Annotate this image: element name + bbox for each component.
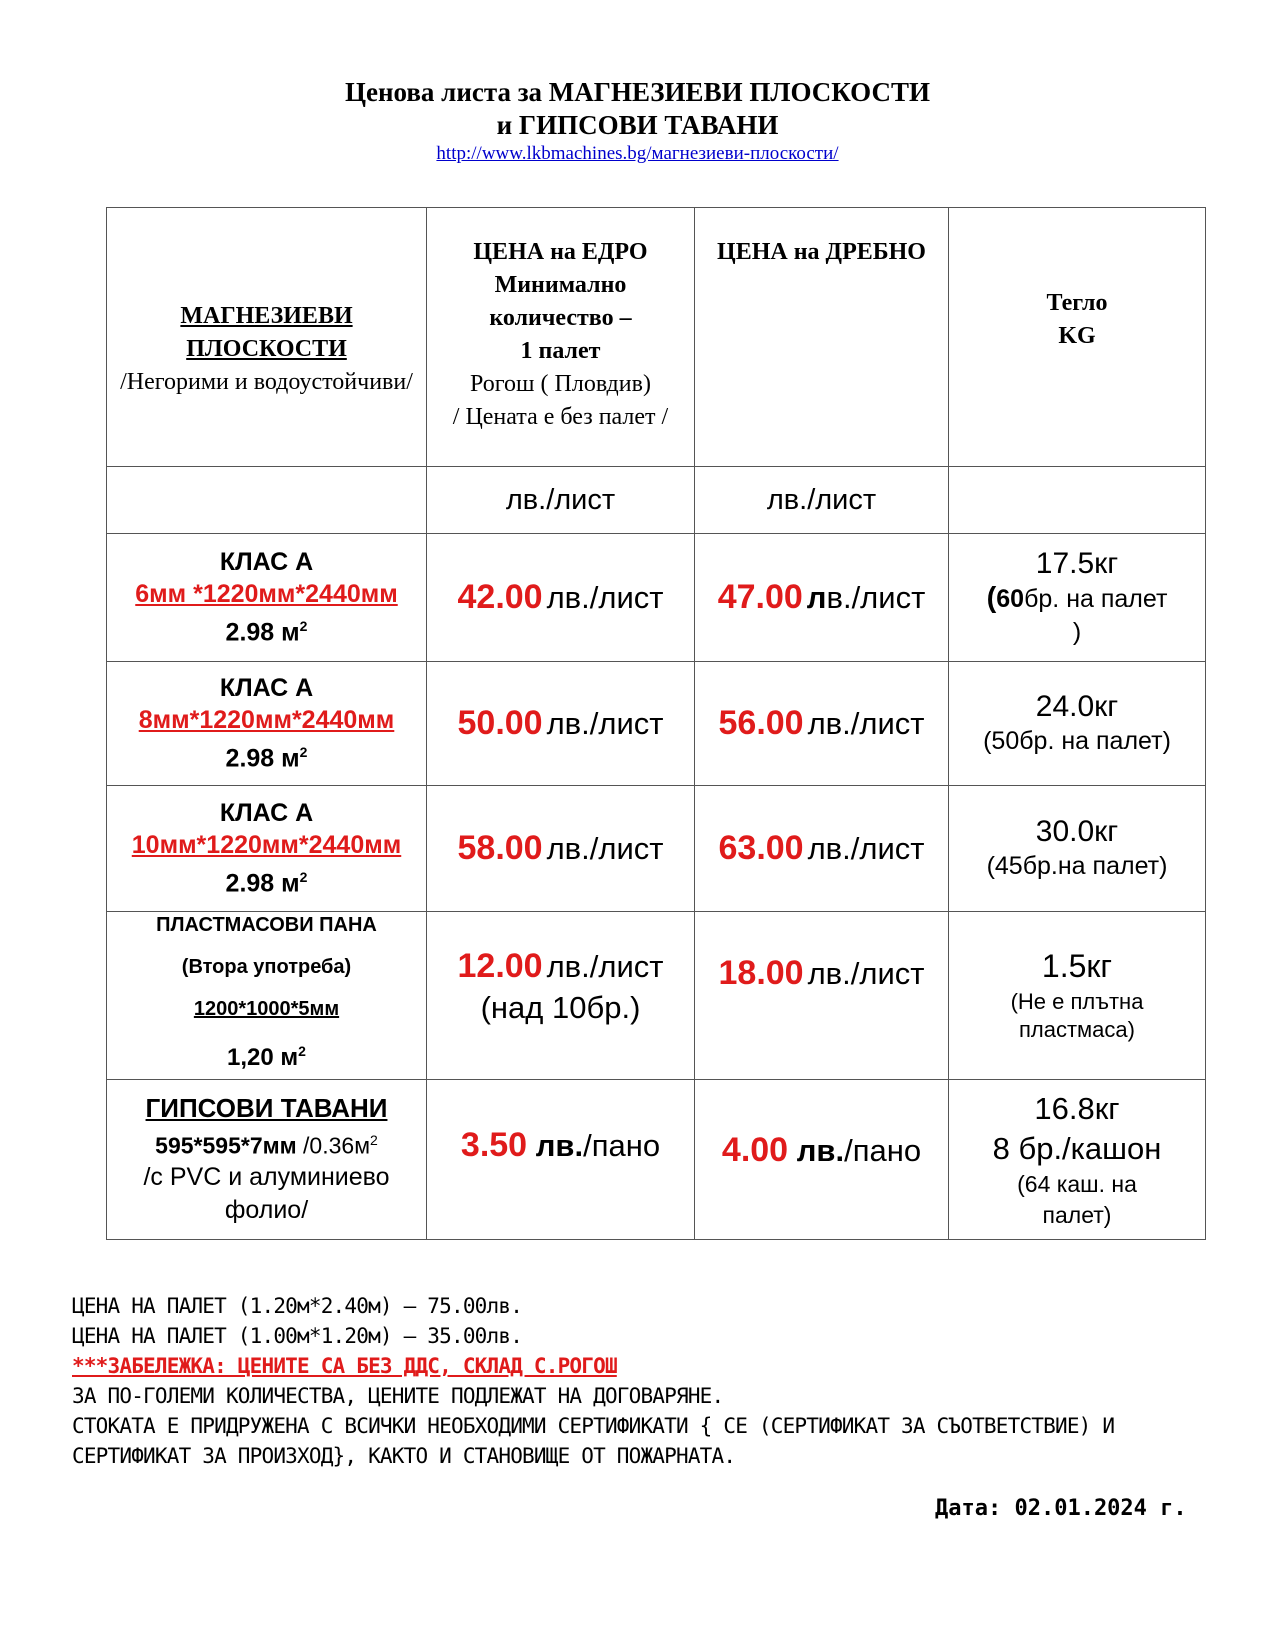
retail-unit: лв./лист bbox=[806, 580, 926, 615]
wholesale-price: 3.50 bbox=[460, 1126, 528, 1164]
wholesale-price: 50.00 bbox=[457, 704, 543, 742]
header-weight bbox=[949, 208, 1206, 467]
weight-cell bbox=[949, 1080, 1206, 1240]
product-cell bbox=[107, 662, 427, 786]
product-dimensions: 6мм *1220мм*2440мм bbox=[135, 580, 398, 609]
weight-note-line1: (Не е плътна bbox=[1010, 988, 1144, 1014]
weight-note: (60бр. на палет bbox=[986, 582, 1168, 614]
weight-cell bbox=[949, 534, 1206, 662]
website-link-row bbox=[0, 143, 1275, 165]
product-area: 1,20 $м^2$ bbox=[227, 1043, 306, 1071]
wholesale-unit: лв./лист bbox=[546, 706, 664, 741]
retail-price-cell bbox=[695, 786, 949, 912]
wholesale-unit: лв./пано bbox=[527, 1128, 661, 1163]
header-wholesale-line4: 1 палет bbox=[520, 338, 601, 364]
note-pallet-price-2: ЦЕНА НА ПАЛЕТ (1.00м*1.20м) – 35.00лв. bbox=[72, 1324, 523, 1348]
wholesale-price-cell bbox=[427, 1080, 695, 1240]
table-row bbox=[107, 1080, 1206, 1240]
unit-wholesale: лв./лист bbox=[427, 467, 695, 534]
retail-price-cell bbox=[695, 534, 949, 662]
header-wholesale-line1: ЦЕНА на ЕДРО bbox=[473, 239, 648, 265]
retail-price: 4.00 bbox=[721, 1131, 789, 1169]
weight-note-close: ) bbox=[1072, 618, 1082, 646]
weight-value: 30.0кг bbox=[1035, 815, 1119, 848]
weight-per-box: 8 бр./кашон bbox=[992, 1130, 1162, 1166]
header-wholesale bbox=[427, 208, 695, 467]
table-row bbox=[107, 662, 1206, 786]
wholesale-price: 12.00 bbox=[457, 947, 543, 985]
note-certificates-1: СТОКАТА Е ПРИДРУЖЕНА С ВСИЧКИ НЕОБХОДИМИ СЕРТИФИКАТИ { СЕ (СЕРТИФИКАТ ЗА СЪОТВЕТСТВИЕ) И bbox=[72, 1414, 1115, 1438]
product-cell bbox=[107, 786, 427, 912]
product-area: 2.98 $м^2$ bbox=[225, 744, 308, 773]
product-class: ГИПСОВИ ТАВАНИ bbox=[145, 1092, 388, 1123]
wholesale-price-cell bbox=[427, 534, 695, 662]
product-description-1: /с PVC и алуминиево bbox=[143, 1163, 390, 1192]
retail-unit: лв./лист bbox=[807, 706, 925, 741]
product-class: КЛАС А bbox=[219, 799, 314, 828]
header-weight-line1: Тегло bbox=[1046, 289, 1108, 316]
retail-price-cell bbox=[695, 662, 949, 786]
table-row bbox=[107, 786, 1206, 912]
weight-cell bbox=[949, 662, 1206, 786]
weight-value: 16.8кг bbox=[1034, 1090, 1120, 1126]
note-warning: ***ЗАБЕЛЕЖКА: ЦЕНИТЕ СА БЕЗ ДДС, СКЛАД С.РОГОШ bbox=[72, 1354, 617, 1378]
note-certificates-2: СЕРТИФИКАТ ЗА ПРОИЗХОД}, КАКТО И СТАНОВИЩЕ ОТ ПОЖАРНАТА. bbox=[72, 1444, 736, 1468]
retail-unit: лв./лист bbox=[807, 955, 925, 991]
header-product-subtitle: /Негорими и водоустойчиви/ bbox=[120, 369, 413, 395]
notes-section bbox=[72, 1291, 1222, 1471]
product-description-2: фолио/ bbox=[224, 1196, 309, 1225]
product-dimensions: 10мм*1220мм*2440мм bbox=[131, 831, 402, 860]
weight-cell bbox=[949, 786, 1206, 912]
wholesale-price-cell bbox=[427, 912, 695, 1080]
header-retail bbox=[695, 208, 949, 467]
table-row bbox=[107, 534, 1206, 662]
product-cell bbox=[107, 1080, 427, 1240]
header-row bbox=[107, 208, 1206, 467]
note-pallet-price-1: ЦЕНА НА ПАЛЕТ (1.20м*2.40м) – 75.00лв. bbox=[72, 1294, 523, 1318]
product-dimensions: 1200*1000*5мм bbox=[193, 998, 340, 1020]
weight-note: (50бр. на палет) bbox=[983, 727, 1171, 755]
product-class: ПЛАСТМАСОВИ ПАНА bbox=[156, 914, 377, 936]
wholesale-unit: лв./лист bbox=[546, 580, 664, 615]
header-weight-line2: KG bbox=[1058, 322, 1096, 349]
wholesale-price: 42.00 bbox=[457, 578, 543, 616]
header-wholesale-line3: количество – bbox=[489, 305, 632, 331]
retail-price: 56.00 bbox=[718, 704, 804, 742]
header-product bbox=[107, 208, 427, 467]
weight-note-line2: палет) bbox=[1042, 1201, 1112, 1228]
wholesale-price-cell bbox=[427, 786, 695, 912]
wholesale-price: 58.00 bbox=[457, 829, 543, 867]
title-line-2: и ГИПСОВИ ТАВАНИ bbox=[496, 110, 779, 140]
product-class: КЛАС А bbox=[219, 548, 314, 577]
unit-empty-1 bbox=[107, 467, 427, 534]
wholesale-note: (над 10бр.) bbox=[480, 990, 641, 1025]
wholesale-unit: лв./лист bbox=[546, 831, 664, 866]
product-cell bbox=[107, 534, 427, 662]
weight-value: 17.5кг bbox=[1035, 547, 1119, 580]
wholesale-price-cell bbox=[427, 662, 695, 786]
header-wholesale-line6: / Цената е без палет / bbox=[452, 404, 669, 430]
note-negotiation: ЗА ПО-ГОЛЕМИ КОЛИЧЕСТВА, ЦЕНИТЕ ПОДЛЕЖАТ НА ДОГОВАРЯНЕ. bbox=[72, 1384, 724, 1408]
product-subtitle: (Втора употреба) bbox=[181, 956, 352, 978]
document-date: Дата: 02.01.2024 г. bbox=[935, 1496, 1187, 1521]
header-product-title-1: МАГНЕЗИЕВИ bbox=[180, 303, 353, 329]
retail-unit: лв./пано bbox=[788, 1133, 922, 1168]
header-product-title-2: ПЛОСКОСТИ bbox=[186, 336, 347, 362]
product-area: 595*595*7мм $/0.36м^2$ bbox=[155, 1131, 378, 1159]
weight-value: 1.5кг bbox=[1041, 947, 1113, 984]
product-dimensions: 8мм*1220мм*2440мм bbox=[138, 706, 395, 735]
document-title bbox=[0, 76, 1275, 142]
weight-value: 24.0кг bbox=[1035, 690, 1119, 723]
retail-price: 18.00 bbox=[718, 953, 804, 992]
wholesale-unit: лв./лист bbox=[546, 949, 664, 984]
product-cell bbox=[107, 912, 427, 1080]
retail-price-cell bbox=[695, 912, 949, 1080]
retail-unit: лв./лист bbox=[807, 831, 925, 866]
title-line-1: Ценова листа за МАГНЕЗИЕВИ ПЛОСКОСТИ bbox=[344, 77, 931, 107]
weight-cell bbox=[949, 912, 1206, 1080]
product-area: 2.98 $м^2$ bbox=[225, 869, 308, 898]
unit-empty-4 bbox=[949, 467, 1206, 534]
retail-price: 47.00 bbox=[717, 578, 803, 616]
website-link[interactable]: http://www.lkbmachines.bg/магнезиеви-плоскости/ bbox=[436, 143, 839, 164]
product-class: КЛАС А bbox=[219, 674, 314, 703]
weight-note-line1: (64 каш. на bbox=[1017, 1170, 1137, 1197]
header-wholesale-line2: Минимално bbox=[494, 272, 627, 298]
header-retail-title: ЦЕНА на ДРЕБНО bbox=[717, 239, 926, 265]
weight-note-line2: пластмаса) bbox=[1019, 1016, 1135, 1042]
table-row bbox=[107, 912, 1206, 1080]
price-table bbox=[106, 207, 1206, 1240]
retail-price-cell bbox=[695, 1080, 949, 1240]
product-area: 2.98 $м^2$ bbox=[225, 618, 308, 647]
unit-row bbox=[107, 467, 1206, 534]
retail-price: 63.00 bbox=[718, 829, 804, 867]
unit-retail: лв./лист bbox=[695, 467, 949, 534]
header-wholesale-line5: Рогош ( Пловдив) bbox=[470, 371, 651, 397]
weight-note: (45бр.на палет) bbox=[986, 852, 1168, 880]
